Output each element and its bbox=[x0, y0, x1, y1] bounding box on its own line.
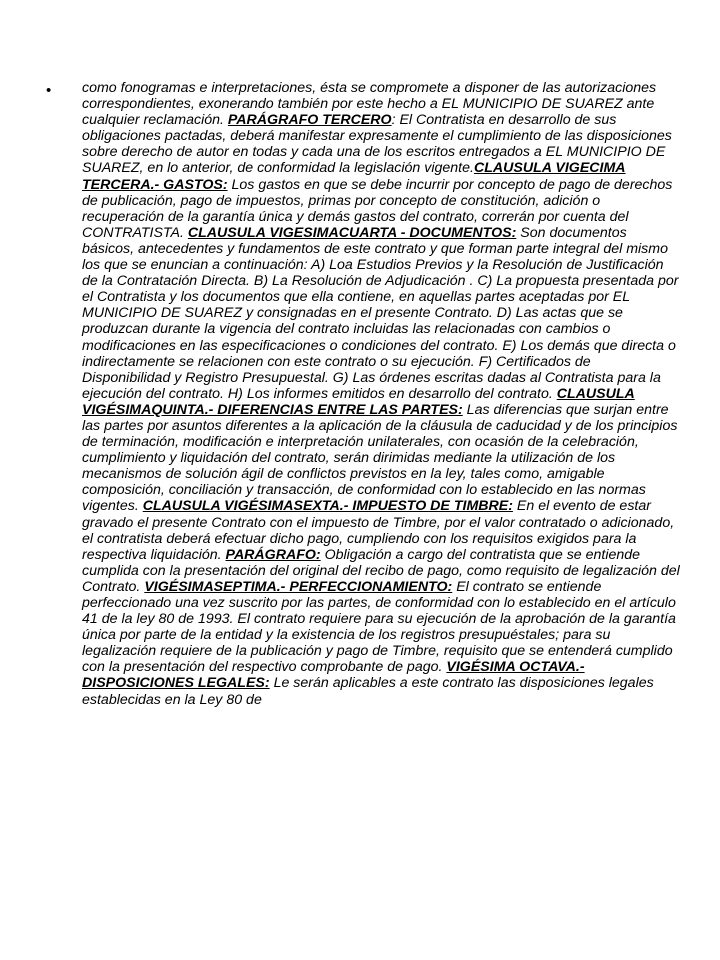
clause-text: Le serán aplicables a este contrato las disposiciones legales establecidas en la Ley 80 de bbox=[82, 675, 654, 708]
clause-text: Son documentos básicos, antecedentes y fundamentos de este contrato y que forman parte integral del mismo los que se enuncian a continuación: A) Loa Estudios Previos y la Resolución de Justificación de la Contratación Directa. B) La Resolución de Adjudicación . C) La propuesta presentada por el Contratista y los documentos que ella contiene, en aquellas partes aceptadas por EL MUNICIPIO DE SUAREZ y consignadas en el presente Contrato. D) Las actas que se produzcan durante la vigencia del contrato incluidas las relacionadas con cambios o modificaciones en las especificaciones o condiciones del contrato. E) Los demás que directa o indirectamente se relacionen con este contrato o su ejecución. F) Certificados de Disponibilidad y Registro Presupuestal. G) Las órdenes escritas dadas al Contratista para la ejecución del contrato. H) Los informes emitidos en desarrollo del contrato. bbox=[82, 224, 679, 402]
clause-heading: PARÁGRAFO TERCERO bbox=[227, 112, 392, 129]
clause-text: El contrato se entiende perfeccionado una vez suscrito por las partes, de conformidad con lo establecido en el artículo 41 de la ley 80 de 1993. El contrato requiere para su ejecución de la aprobación de la garantía única por parte de la entidad y la existencia de los registros presupuéstales; para su legalización requiere de la publicación y pago de Timbre, requisito que se entenderá cumplido con la presentación del respectivo comprobante de pago. bbox=[82, 578, 676, 676]
clause-heading: VIGÉSIMA OCTAVA.- DISPOSICIONES LEGALES: bbox=[82, 659, 585, 692]
clause-text: Los gastos en que se debe incurrir por concepto de pago de derechos de publicación, pago de impuestos, primas por concepto de constitución, adición o recuperación de la garantía única y demás gastos del contrato, correrán por cuenta del CONTRATISTA. bbox=[82, 176, 673, 241]
clause-text: como fonogramas e interpretaciones, ésta se compromete a disponer de las autorizaciones correspondientes, exonerando también por este hecho a EL MUNICIPIO DE SUAREZ ante cualquier reclamación. bbox=[82, 80, 657, 129]
clause-heading: CLAUSULA VIGESIMACUARTA - DOCUMENTOS: bbox=[187, 224, 517, 241]
clause-heading: PARÁGRAFO: bbox=[225, 546, 321, 563]
clause-text: En el evento de estar gravado el presente Contrato con el impuesto de Timbre, por el valor contratado o adicionado, el contratista deberá efectuar dicho pago, cumpliendo con los requisitos exigidos para la respectiva liquidación. bbox=[82, 498, 675, 563]
clause-heading: CLAUSULA VIGECIMA TERCERA.- GASTOS: bbox=[82, 160, 626, 193]
contract-clauses-paragraph bbox=[82, 80, 680, 708]
clause-text: : El Contratista en desarrollo de sus obligaciones pactadas, deberá manifestar expresamente el cumplimiento de las disposiciones sobre derecho de autor en todas y cada una de los escritos entregados a EL MUNICIPIO DE SUAREZ, en lo anterior, de conformidad la legislación vigente. bbox=[82, 112, 672, 177]
clause-heading: VIGÉSIMASEPTIMA.- PERFECCIONAMIENTO: bbox=[144, 578, 453, 595]
clause-heading: CLAUSULA VIGÉSIMAQUINTA.- DIFERENCIAS ENTRE LAS PARTES: bbox=[82, 385, 635, 418]
clause-text: Obligación a cargo del contratista que se entiende cumplida con la presentación del original del recibo de pago, como requisito de legalización del Contrato. bbox=[82, 546, 680, 595]
clause-text: Las diferencias que surjan entre las partes por asuntos diferentes a la aplicación de la cláusula de caducidad y de los principios de terminación, modificación e interpretación unilaterales, con ocasión de la celebración, cumplimiento y liquidación del contrato, serán dirimidas mediante la utilización de los mecanismos de solución ágil de conflictos previstos en la ley, tales como, amigable composición, conciliación y transacción, de conformidad con lo establecido en las normas vigentes. bbox=[82, 401, 678, 515]
clause-heading: CLAUSULA VIGÉSIMASEXTA.- IMPUESTO DE TIMBRE: bbox=[142, 498, 513, 515]
bullet-marker: • bbox=[46, 82, 52, 99]
